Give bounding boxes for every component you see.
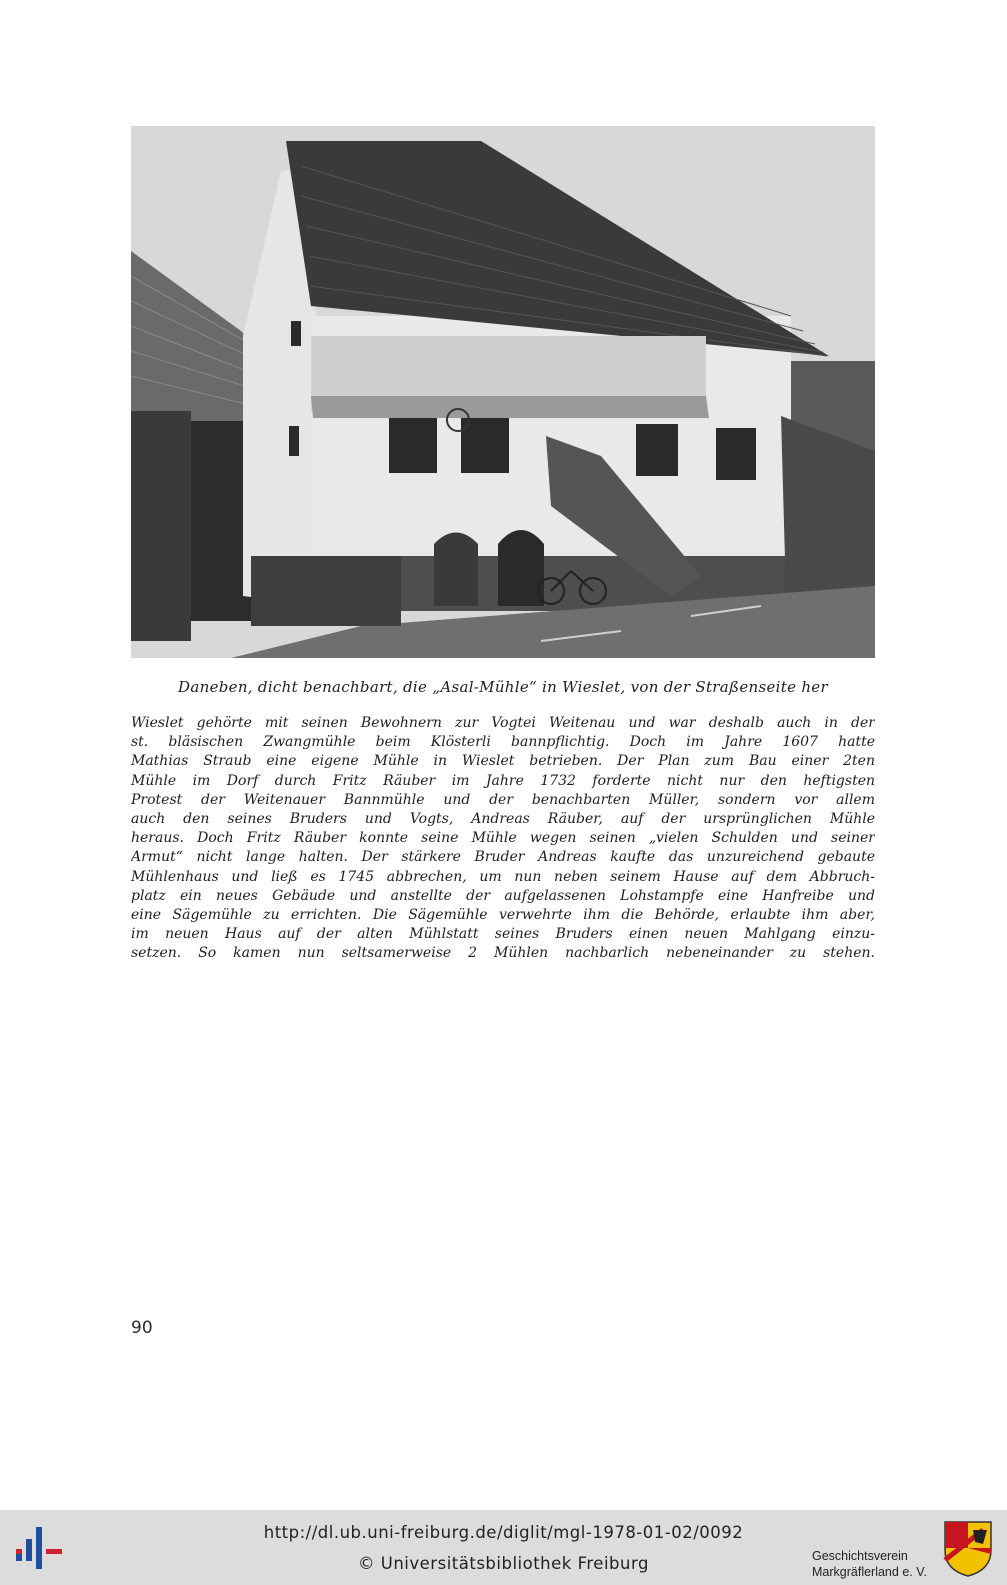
library-footer bbox=[0, 1510, 1007, 1585]
body-paragraph bbox=[131, 714, 875, 963]
text-line: eine Sägemühle zu errichten. Die Sägemühle verwehrte ihm die Behörde, erlaubte ihm aber, bbox=[131, 906, 875, 923]
photo-caption: Daneben, dicht benachbart, die „Asal-Mühle“ in Wieslet, von der Straßenseite her bbox=[178, 678, 828, 696]
text-line: Mathias Straub eine eigene Mühle in Wieslet betrieben. Der Plan zum Bau einer 2ten bbox=[131, 753, 875, 770]
house-photograph bbox=[131, 126, 875, 658]
text-line: heraus. Doch Fritz Räuber konnte seine Mühle wegen seinen „vielen Schulden und seiner bbox=[131, 830, 875, 847]
text-line: Wieslet gehörte mit seinen Bewohnern zur Vogtei Weitenau und war deshalb auch in der bbox=[131, 715, 875, 731]
text-line: Armut“ nicht lange halten. Der stärkere Bruder Andreas kaufte das unzureichend gebaute bbox=[131, 849, 875, 866]
text-line: Mühlenhaus und ließ es 1745 abbrechen, um nun neben seinem Hause auf dem Abbruch- bbox=[131, 868, 875, 885]
society-name bbox=[812, 1548, 940, 1580]
text-line: im neuen Haus auf der alten Mühlstatt seines Bruders einen neuen Mahlgang einzu- bbox=[131, 926, 875, 943]
copyright-notice: © Universitätsbibliothek Freiburg bbox=[358, 1554, 649, 1573]
society-name-line2: Markgräflerland e. V. bbox=[812, 1565, 927, 1579]
text-line: Protest der Weitenauer Bannmühle und der benachbarten Müller, sondern vor allem bbox=[131, 791, 875, 808]
text-line: Mühle im Dorf durch Fritz Räuber im Jahre 1732 forderte nicht nur den heftigsten bbox=[131, 772, 875, 789]
text-line: auch den seines Bruders und Vogts, Andreas Räuber, auf der ursprünglichen Mühle bbox=[131, 810, 875, 827]
society-name-line1: Geschichtsverein bbox=[812, 1549, 908, 1563]
text-line: platz ein neues Gebäude und anstellte der aufgelassenen Lohstampfe eine Hanfreibe und bbox=[131, 887, 875, 904]
page-number: 90 bbox=[131, 1318, 153, 1338]
text-line: st. bläsischen Zwangmühle beim Klösterli bannpflichtig. Doch im Jahre 1607 hatte bbox=[131, 734, 875, 751]
text-line: setzen. So kamen nun seltsamerweise 2 Mühlen nachbarlich nebeneinander zu stehen. bbox=[131, 945, 875, 962]
asal-muehle-photo bbox=[131, 126, 875, 658]
permalink-url[interactable]: http://dl.ub.uni-freiburg.de/diglit/mgl-1978-01-02/0092 bbox=[263, 1523, 744, 1542]
coat-of-arms-icon[interactable] bbox=[943, 1520, 993, 1578]
